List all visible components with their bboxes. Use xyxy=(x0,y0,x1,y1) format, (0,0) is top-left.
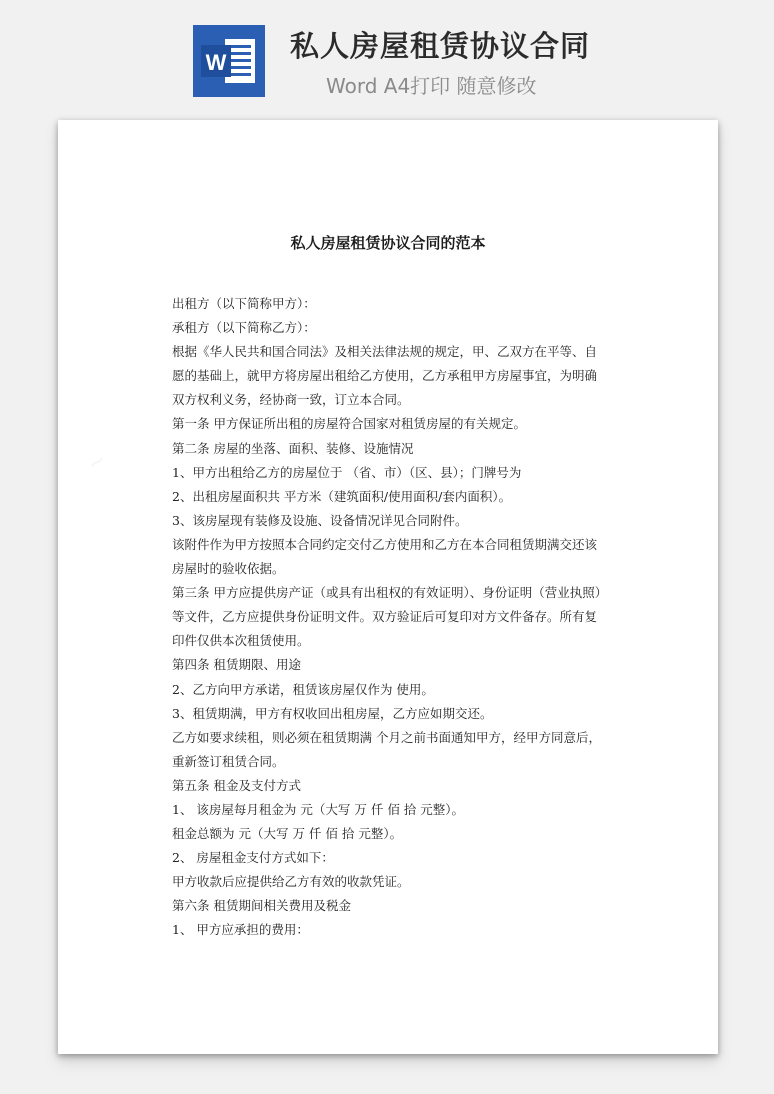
doc-line: 房屋时的验收依据。 xyxy=(172,561,285,577)
doc-line: 第一条 甲方保证所出租的房屋符合国家对租赁房屋的有关规定。 xyxy=(172,416,526,432)
doc-line: 1、甲方出租给乙方的房屋位于 （省、市）（区、县）；门牌号为 xyxy=(172,464,522,480)
banner-title: 私人房屋租赁协议合同 xyxy=(290,29,591,63)
watermark: ~ xyxy=(82,446,112,479)
document-body xyxy=(172,292,608,943)
doc-line: 出租方（以下简称甲方）： xyxy=(172,296,316,311)
doc-line: 第六条 租赁期间相关费用及税金 xyxy=(172,898,351,914)
doc-line: 愿的基础上，就甲方将房屋出租给乙方使用，乙方承租甲方房屋事宜，为明确 xyxy=(172,368,598,384)
doc-line: 2、乙方向甲方承诺，租赁该房屋仅作为 使用。 xyxy=(172,681,434,697)
doc-line: 根据《华人民共和国合同法》及相关法律法规的规定，甲、乙双方在平等、自 xyxy=(172,344,598,360)
doc-line: 2、出租房屋面积共 平方米（建筑面积/使用面积/套内面积）。 xyxy=(172,488,512,504)
doc-line: 第三条 甲方应提供房产证（或具有出租权的有效证明）、身份证明（营业执照） xyxy=(172,585,608,601)
doc-line: 乙方如要求续租，则必须在租赁期满 个月之前书面通知甲方，经甲方同意后， xyxy=(172,729,601,745)
doc-line: 等文件，乙方应提供身份证明文件。双方验证后可复印对方文件备存。所有复 xyxy=(172,609,598,625)
doc-line: 双方权利义务，经协商一致，订立本合同。 xyxy=(172,392,410,408)
promo-banner xyxy=(0,0,774,118)
doc-line: 印件仅供本次租赁使用。 xyxy=(172,633,310,649)
banner-subtitle: Word A4打印 随意修改 xyxy=(326,74,537,98)
doc-line: 3、租赁期满，甲方有权收回出租房屋，乙方应如期交还。 xyxy=(172,705,493,721)
doc-line: 第四条 租赁期限、用途 xyxy=(172,657,301,673)
doc-line: 1、 甲方应承担的费用： xyxy=(172,922,309,938)
word-document-icon xyxy=(193,25,265,97)
doc-line: 该附件作为甲方按照本合同约定交付乙方使用和乙方在本合同租赁期满交还该 xyxy=(172,536,598,552)
document-title: 私人房屋租赁协议合同的范本 xyxy=(290,234,486,252)
doc-line: 租金总额为 元（大写 万 仟 佰 拾 元整）。 xyxy=(172,826,403,842)
doc-line: 甲方收款后应提供给乙方有效的收款凭证。 xyxy=(172,874,410,890)
doc-line: 重新签订租赁合同。 xyxy=(172,753,285,769)
word-logo-letter: W xyxy=(205,50,227,75)
document-page xyxy=(58,120,718,1054)
doc-line: 1、 该房屋每月租金为 元（大写 万 仟 佰 拾 元整）。 xyxy=(172,801,465,817)
doc-line: 2、 房屋租金支付方式如下： xyxy=(172,850,334,866)
doc-line: 3、该房屋现有装修及设施、设备情况详见合同附件。 xyxy=(172,512,468,528)
doc-line: 承租方（以下简称乙方）： xyxy=(172,320,316,336)
doc-line: 第五条 租金及支付方式 xyxy=(172,777,301,793)
doc-line: 第二条 房屋的坐落、面积、装修、设施情况 xyxy=(172,440,414,456)
